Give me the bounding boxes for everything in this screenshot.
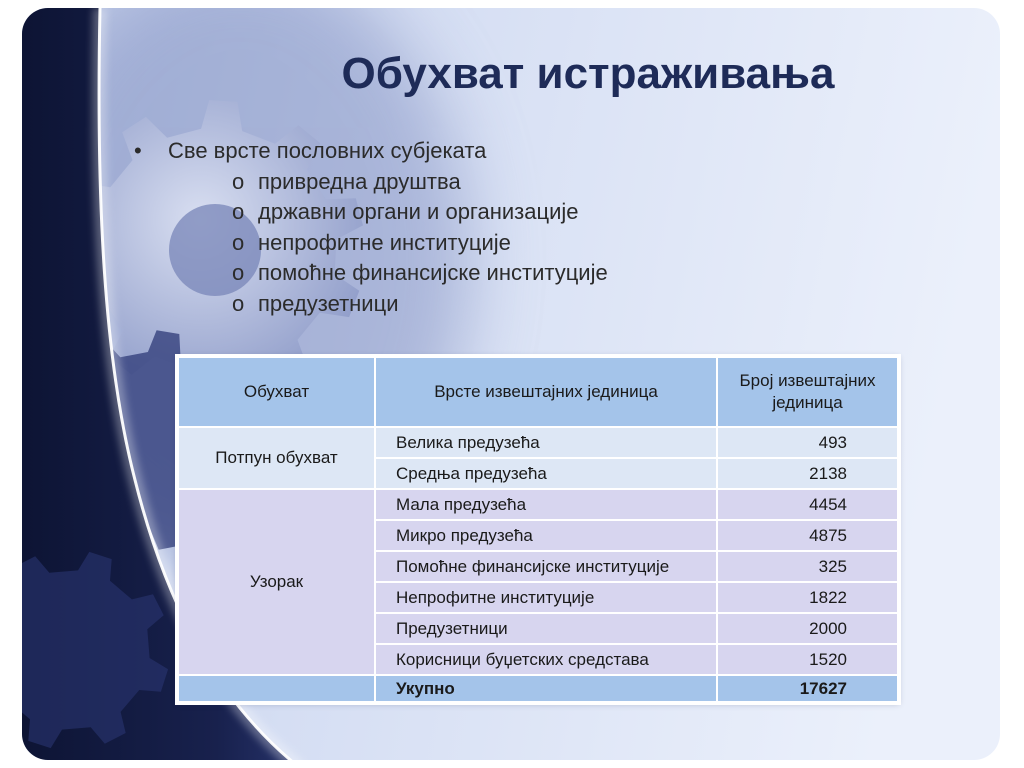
unit-type-cell: Корисници буџетских средстава [375,644,717,675]
bullet-item [130,136,750,167]
header-unit-type: Врсте извештајних јединица [375,357,717,427]
sub-bullet-item [130,167,750,198]
bullet-list [130,136,750,319]
unit-count-cell: 4454 [717,489,898,520]
sub-bullet-item [130,258,750,289]
unit-count-cell: 493 [717,427,898,458]
slide-title: Обухват истраживања [341,49,835,98]
group-cell-full-coverage: Потпун обухват [178,427,375,489]
table-row [178,427,898,458]
unit-type-cell: Микро предузећа [375,520,717,551]
unit-count-cell: 4875 [717,520,898,551]
sub-bullet-marker: o [232,260,245,285]
sub-bullet-text: помоћне финансијске институције [258,260,608,285]
sub-bullet-item [130,228,750,259]
sub-bullet-item [130,289,750,320]
unit-type-cell: Мала предузећа [375,489,717,520]
table-row [178,489,898,520]
survey-coverage-table [177,356,899,703]
bullet-marker: • [134,138,142,163]
unit-type-cell: Средња предузећа [375,458,717,489]
unit-type-cell: Велика предузећа [375,427,717,458]
table-header-row [178,357,898,427]
total-label-cell: Укупно [375,675,717,702]
sub-bullet-marker: o [232,290,245,316]
total-empty-cell [178,675,375,702]
header-unit-count: Број извештајних јединица [717,357,898,427]
unit-count-cell: 1520 [717,644,898,675]
unit-count-cell: 325 [717,551,898,582]
sub-bullet-marker: o [232,229,245,255]
unit-count-cell: 2138 [717,458,898,489]
sub-bullet-text: државни органи и организације [258,199,579,224]
sub-bullet-text: непрофитне институције [258,229,511,255]
unit-count-cell: 1822 [717,582,898,613]
unit-type-cell: Непрофитне институције [375,582,717,613]
sub-bullet-text: привредна друштва [258,168,461,194]
unit-type-cell: Предузетници [375,613,717,644]
unit-type-cell: Помоћне финансијске институције [375,551,717,582]
sub-bullet-marker: o [232,199,245,224]
sub-bullet-item [130,197,750,228]
total-count-cell: 17627 [717,675,898,702]
bullet-text: Све врсте пословних субјеката [168,138,487,163]
unit-count-cell: 2000 [717,613,898,644]
header-coverage: Обухват [178,357,375,427]
group-cell-sample: Узорак [178,489,375,675]
sub-bullet-marker: o [232,168,245,194]
sub-bullet-text: предузетници [258,290,399,316]
table-total-row [178,675,898,702]
